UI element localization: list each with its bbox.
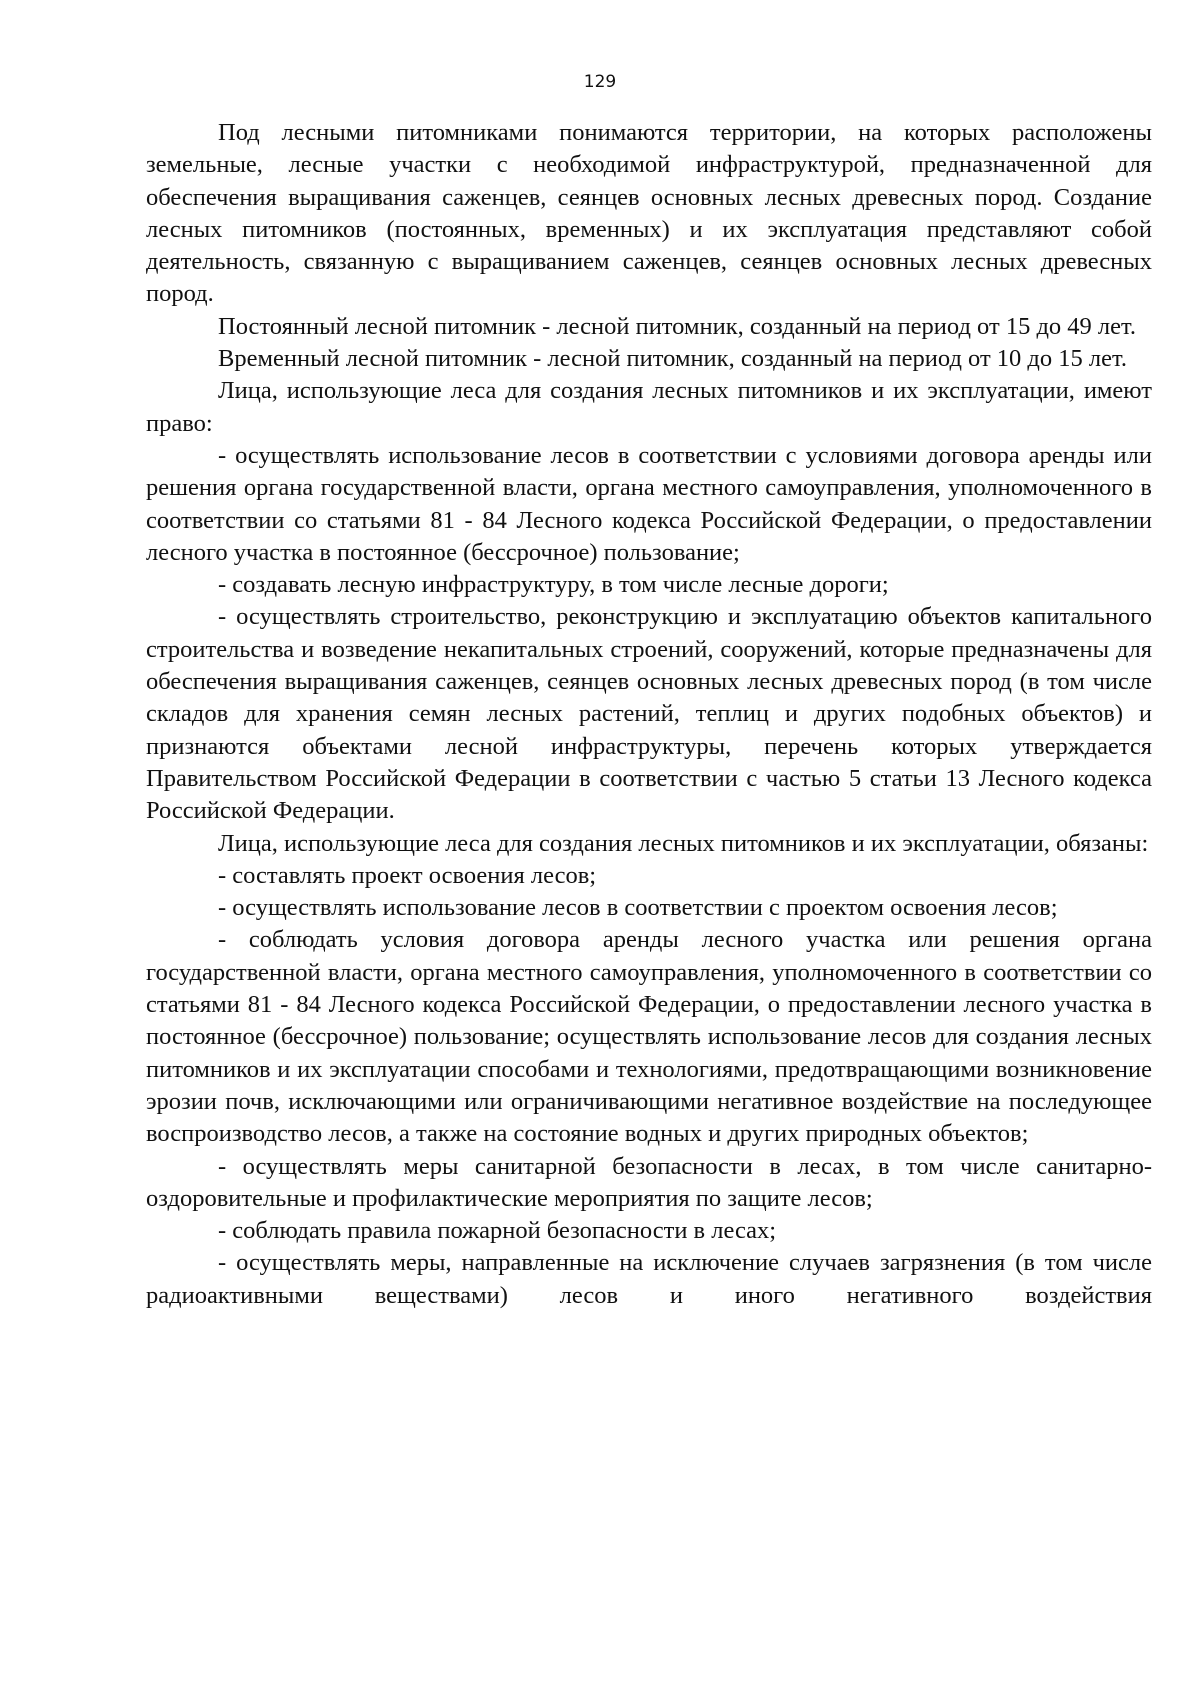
paragraph-duties-intro: Лица, использующие леса для создания лесных питомников и их эксплуатации, обязаны:: [218, 829, 1149, 857]
list-item-right-use-forests: - осуществлять использование лесов в соответствии с условиями договора аренды или решения органа государственной власти, органа местного самоуправления, уполномоченного в соответствии со статьями 81 - 84 Лесного кодекса Российской Федерации, о предоставлении лесного участка в постоянное (бессрочное) пользование;: [146, 441, 1152, 566]
page-number: 129: [583, 72, 617, 92]
list-item-right-construction: - осуществлять строительство, реконструкцию и эксплуатацию объектов капитального строительства и возведение некапитальных строений, сооружений, которые предназначены для обеспечения выращивания саженцев, сеянцев основных лесных древесных пород (в том числе складов для хранения семян лесных растений, теплиц и других подобных объектов) и признаются объектами лесной инфраструктуры, перечень которых утверждается Правительством Российской Федерации в соответствии с частью 5 статьи 13 Лесного кодекса Российской Федерации.: [146, 603, 1152, 825]
list-item-duty-contract-terms: - соблюдать условия договора аренды лесного участка или решения органа государственной власти, органа местного самоуправления, уполномоченного в соответствии со статьями 81 - 84 Лесного кодекса Российской Федерации, о предоставлении лесного участка в постоянное (бессрочное) пользование; осуществлять использование лесов для создания лесных питомников и их эксплуатации способами и технологиями, предотвращающими возникновение эрозии почв, исключающими или ограничивающими негативное воздействие на последующее воспроизводство лесов, а также на состояние водных и других природных объектов;: [146, 926, 1152, 1148]
paragraph-permanent-nursery: Постоянный лесной питомник - лесной питомник, созданный на период от 15 до 49 лет.: [218, 312, 1136, 340]
list-item-duty-project: - составлять проект освоения лесов;: [218, 861, 597, 889]
list-item-duty-sanitary: - осуществлять меры санитарной безопасности в лесах, в том числе санитарно-оздоровительные и профилактические мероприятия по защите лесов;: [146, 1152, 1152, 1212]
paragraph-nurseries-definition: Под лесными питомниками понимаются территории, на которых расположены земельные, лесные участки с необходимой инфраструктурой, предназначенной для обеспечения выращивания саженцев, сеянцев основных лесных древесных пород. Создание лесных питомников (постоянных, временных) и их эксплуатация представляют собой деятельность, связанную с выращиванием саженцев, сеянцев основных лесных древесных пород.: [146, 119, 1152, 308]
list-item-right-infrastructure: - создавать лесную инфраструктуру, в том числе лесные дороги;: [218, 571, 889, 599]
paragraph-rights-intro: Лица, использующие леса для создания лесных питомников и их эксплуатации, имеют право:: [146, 377, 1152, 437]
list-item-duty-fire-safety: - соблюдать правила пожарной безопасности в лесах;: [218, 1217, 777, 1245]
document-body: [146, 117, 1152, 1312]
list-item-duty-pollution: - осуществлять меры, направленные на исключение случаев загрязнения (в том числе радиоактивными веществами) лесов и иного негативного воздействия: [146, 1249, 1152, 1309]
paragraph-temporary-nursery: Временный лесной питомник - лесной питомник, созданный на период от 10 до 15 лет.: [218, 345, 1127, 373]
list-item-duty-use-per-project: - осуществлять использование лесов в соответствии с проектом освоения лесов;: [218, 894, 1058, 922]
